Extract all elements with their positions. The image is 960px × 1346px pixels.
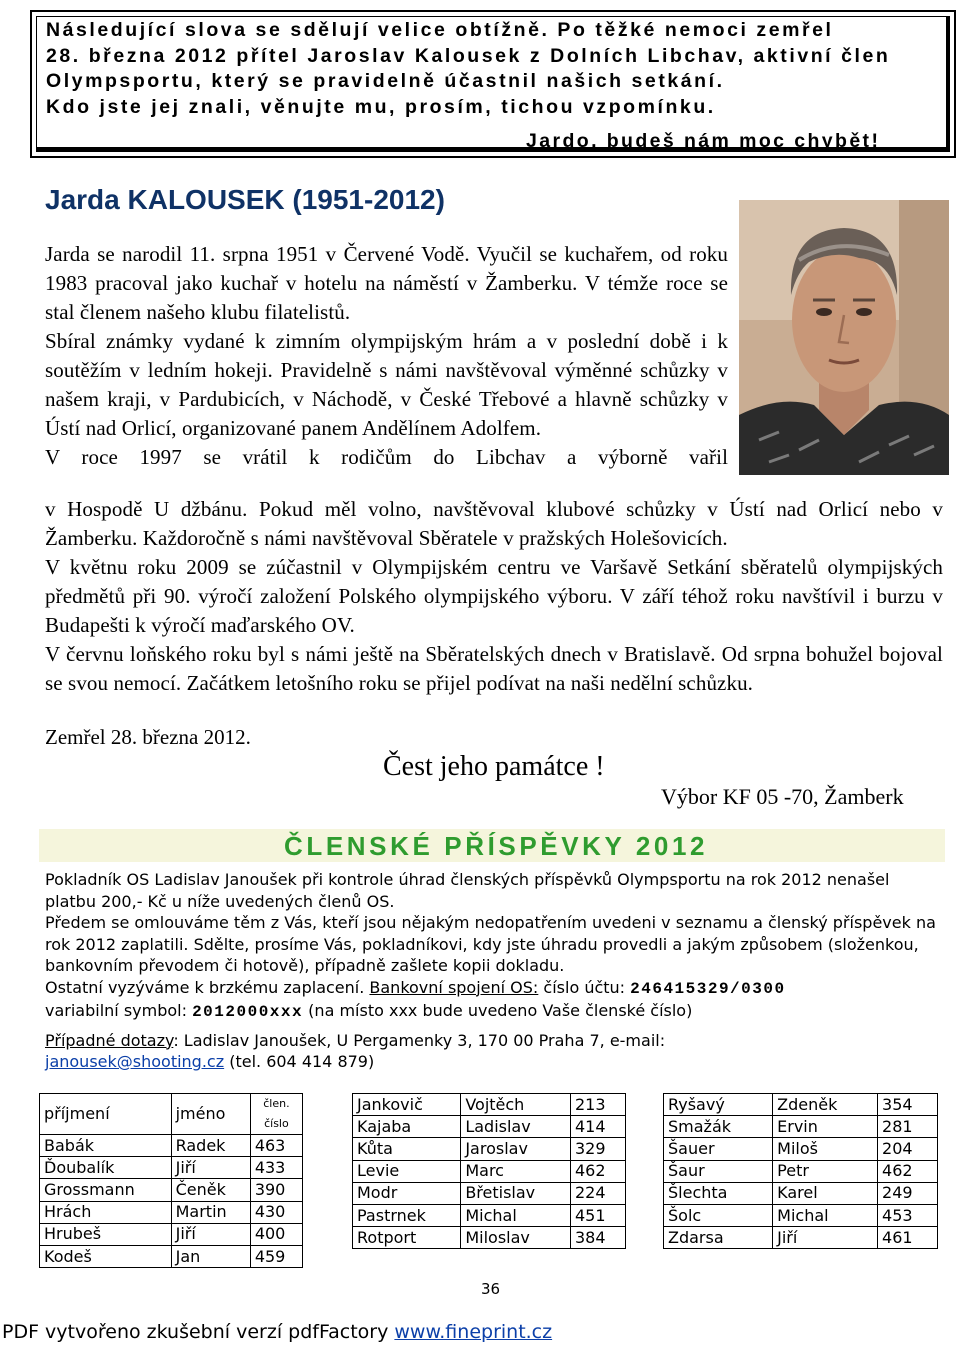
table-header-row xyxy=(40,1094,303,1135)
notice-line: Následující slova se sdělují velice obtížně. Po těžké nemoci zemřel xyxy=(46,19,834,41)
cell-firstname: Jaroslav xyxy=(461,1138,571,1160)
cell-surname: Hrubeš xyxy=(40,1223,172,1245)
unpaid-members-table-1 xyxy=(39,1093,303,1268)
footer-text: PDF vytvořeno zkušební verzí pdfFactory xyxy=(2,1321,395,1343)
cell-surname: Ryšavý xyxy=(664,1094,773,1116)
contributions-title: ČLENSKÉ PŘÍSPĚVKY 2012 xyxy=(284,831,709,861)
contrib-paragraph-payment xyxy=(45,977,945,1024)
cell-number: 213 xyxy=(570,1094,625,1116)
queries-address: : Ladislav Janoušek, U Pergamenky 3, 170 00 Praha 7, e-mail: xyxy=(173,1030,666,1050)
contributions-text xyxy=(45,869,945,1073)
cell-firstname: Jiří xyxy=(171,1223,250,1245)
cell-firstname: Michal xyxy=(773,1204,878,1226)
cell-surname: Hrách xyxy=(40,1201,172,1223)
cell-number: 433 xyxy=(250,1157,302,1179)
cell-number: 204 xyxy=(878,1138,938,1160)
cell-surname: Levie xyxy=(353,1160,461,1182)
cell-surname: Modr xyxy=(353,1182,461,1204)
notice-line: Kdo jste jej znali, věnujte mu, prosím, tichou vzpomínku. xyxy=(46,95,716,118)
cell-number: 462 xyxy=(570,1160,625,1182)
cell-number: 451 xyxy=(570,1204,625,1226)
cell-surname: Šolc xyxy=(664,1204,773,1226)
cell-surname: Ďoubalík xyxy=(40,1157,172,1179)
cell-surname: Zdarsa xyxy=(664,1227,773,1249)
cell-surname: Grossmann xyxy=(40,1179,172,1201)
bio-paragraph: V roce 1997 se vrátil k rodičům do Libchav a výborně vařil xyxy=(45,445,728,469)
contrib-paragraph: Předem se omlouváme těm z Vás, kteří jsou nějakým nedopatřením uvedeni v seznamu a členský příspěvek na rok 2012 zaplatili. Sdělte, prosíme Vás, pokladníkovi, kdy jste úhradu provedli a jakým způsobem (složenkou, bankovním převodem či hotově), případně zašlete kopii dokladu. xyxy=(45,913,936,975)
cell-number: 462 xyxy=(878,1160,938,1182)
cell-firstname: Jan xyxy=(171,1245,250,1267)
honor-line: Čest jeho památce ! xyxy=(383,751,605,782)
cell-firstname: Marc xyxy=(461,1160,571,1182)
notice-text xyxy=(46,18,946,120)
bio-paragraph: V květnu roku 2009 se zúčastnil v Olympijském centru ve Varšavě Setkání sběratelů olympijských předmětů při 90. výročí založení Polského olympijského výboru. V září téhož roku navštívil i burzu v Budapešti k výročí maďarského OV. xyxy=(45,555,943,637)
notice-signoff: Jardo, budeš nám moc chybět! xyxy=(526,130,881,152)
cell-surname: Kodeš xyxy=(40,1245,172,1267)
obituary-heading: Jarda KALOUSEK (1951-2012) xyxy=(45,184,445,215)
cell-number: 384 xyxy=(570,1227,625,1249)
cell-firstname: Miloš xyxy=(773,1138,878,1160)
cell-firstname: Ervin xyxy=(773,1116,878,1138)
memorial-notice-box xyxy=(30,10,956,158)
cell-firstname: Ladislav xyxy=(461,1116,571,1138)
table-row xyxy=(664,1227,938,1249)
table-row xyxy=(40,1157,303,1179)
phone-text: (tel. 604 414 879) xyxy=(224,1052,375,1071)
cell-firstname: Čeněk xyxy=(171,1179,250,1201)
table-row xyxy=(40,1223,303,1245)
cell-number: 430 xyxy=(250,1201,302,1223)
cell-surname: Šauer xyxy=(664,1138,773,1160)
table-row xyxy=(40,1135,303,1157)
cell-firstname: Jiří xyxy=(773,1227,878,1249)
table-row xyxy=(664,1160,938,1182)
cell-number: 329 xyxy=(570,1138,625,1160)
pdf-footer xyxy=(2,1321,552,1343)
table-row xyxy=(353,1204,626,1226)
committee-signature: Výbor KF 05 -70, Žamberk xyxy=(661,784,904,809)
bio-paragraph: V červnu loňského roku byl s námi ještě na Sběratelských dnech v Bratislavě. Od srpna bohužel bojoval se svou nemocí. Začátkem letošního roku se přijel podívat na naši nedělní schůzku. xyxy=(45,642,943,695)
bio-paragraph: v Hospodě U džbánu. Pokud měl volno, navštěvoval klubové schůzky v Ústí nad Orlicí nebo v Žamberku. Každoročně s námi navštěvoval Sběratele v pražských Holešovicích. xyxy=(45,497,943,550)
biography-text-full-width xyxy=(45,495,943,698)
unpaid-members-table-3 xyxy=(663,1093,938,1249)
contrib-queries xyxy=(45,1030,945,1073)
biography-text-beside-photo xyxy=(45,240,728,472)
contrib-reminder: Ostatní vyzýváme k brzkému zaplacení. xyxy=(45,977,370,997)
account-label: číslo účtu: xyxy=(538,977,631,997)
bio-death-date: Zemřel 28. března 2012. xyxy=(45,725,251,749)
cell-number: 463 xyxy=(250,1135,302,1157)
email-link[interactable]: janousek@shooting.cz xyxy=(45,1052,225,1071)
cell-firstname: Jiří xyxy=(171,1157,250,1179)
cell-number: 224 xyxy=(570,1182,625,1204)
table-row xyxy=(353,1094,626,1116)
cell-firstname: Miloslav xyxy=(461,1227,571,1249)
portrait-photo xyxy=(739,200,949,475)
cell-number: 414 xyxy=(570,1116,625,1138)
cell-number: 453 xyxy=(878,1204,938,1226)
cell-firstname: Martin xyxy=(171,1201,250,1223)
portrait-illustration xyxy=(739,200,949,475)
cell-number: 354 xyxy=(878,1094,938,1116)
cell-firstname: Zdeněk xyxy=(773,1094,878,1116)
footer-link[interactable]: www.fineprint.cz xyxy=(394,1321,553,1343)
cell-firstname: Vojtěch xyxy=(461,1094,571,1116)
table-row xyxy=(664,1204,938,1226)
notice-line: 28. března 2012 přítel Jaroslav Kalousek z Dolních Libchav, aktivní člen xyxy=(46,44,891,67)
cell-number: 461 xyxy=(878,1227,938,1249)
cell-surname: Kůta xyxy=(353,1138,461,1160)
contrib-paragraph: Pokladník OS Ladislav Janoušek při kontrole úhrad členských příspěvků Olympsportu na rok 2012 nenašel platbu 200,- Kč u níže uvedených členů OS. xyxy=(45,870,890,911)
table-row xyxy=(40,1179,303,1201)
table-row xyxy=(353,1160,626,1182)
cell-number: 400 xyxy=(250,1223,302,1245)
vs-note: (na místo xxx bude uvedeno Vaše členské číslo) xyxy=(303,1001,693,1020)
vs-label: variabilní symbol: xyxy=(45,1001,193,1020)
cell-surname: Kajaba xyxy=(353,1116,461,1138)
notice-line: Olympsportu, který se pravidelně účastnil našich setkání. xyxy=(46,70,725,92)
table-row xyxy=(664,1182,938,1204)
cell-surname: Jankovič xyxy=(353,1094,461,1116)
cell-number: 249 xyxy=(878,1182,938,1204)
table-row xyxy=(353,1227,626,1249)
cell-firstname: Karel xyxy=(773,1182,878,1204)
cell-surname: Šlechta xyxy=(664,1182,773,1204)
bio-paragraph: Sbíral známky vydané k zimním olympijským hrám a v poslední době i k soutěžím v ledním hokeji. Pravidelně s námi navštěvoval výměnné schůzky v našem kraji, v Pardubicích, v Náchodě, v České Třebové a hlavně schůzky v Ústí nad Orlicí, organizované panem Andělínem Adolfem. xyxy=(45,329,728,440)
table-row xyxy=(353,1138,626,1160)
table-row xyxy=(664,1116,938,1138)
cell-number: 390 xyxy=(250,1179,302,1201)
cell-firstname: Radek xyxy=(171,1135,250,1157)
table-row xyxy=(40,1201,303,1223)
cell-surname: Smažák xyxy=(664,1116,773,1138)
cell-surname: Šaur xyxy=(664,1160,773,1182)
table-row xyxy=(353,1182,626,1204)
cell-surname: Babák xyxy=(40,1135,172,1157)
bio-paragraph: Jarda se narodil 11. srpna 1951 v Červené Vodě. Vyučil se kuchařem, od roku 1983 pracoval jako kuchař v hotelu na náměstí v Žamberku. V témže roce se stal členem našeho klubu filatelistů. xyxy=(45,242,728,324)
bank-label: Bankovní spojení OS: xyxy=(369,977,539,997)
table-row xyxy=(353,1116,626,1138)
cell-number: 459 xyxy=(250,1245,302,1267)
table-row xyxy=(664,1094,938,1116)
cell-firstname: Michal xyxy=(461,1204,571,1226)
unpaid-members-table-2 xyxy=(352,1093,626,1249)
account-number: 246415329/0300 xyxy=(630,979,786,998)
cell-surname: Rotport xyxy=(353,1227,461,1249)
cell-surname: Pastrnek xyxy=(353,1204,461,1226)
queries-label: Případné dotazy xyxy=(45,1030,174,1050)
header-firstname: jméno xyxy=(171,1094,250,1135)
table-row xyxy=(664,1138,938,1160)
variable-symbol: 2012000xxx xyxy=(192,1003,304,1021)
page-number: 36 xyxy=(481,1280,501,1298)
cell-firstname: Petr xyxy=(773,1160,878,1182)
header-surname: příjmení xyxy=(40,1094,172,1135)
cell-firstname: Břetislav xyxy=(461,1182,571,1204)
table-row xyxy=(40,1245,303,1267)
cell-number: 281 xyxy=(878,1116,938,1138)
header-member-number: člen. číslo xyxy=(250,1094,302,1135)
